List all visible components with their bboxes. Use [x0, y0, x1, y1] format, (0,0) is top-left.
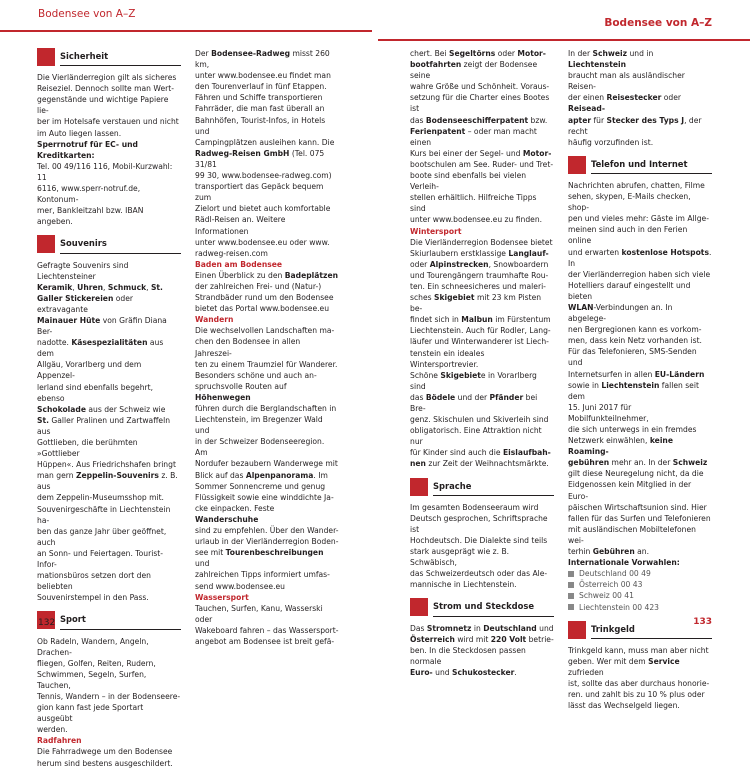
- text-line: unter www.bodensee.eu oder www.: [195, 237, 330, 247]
- text-line: stellen erhältlich. Hilfreiche Tipps sind: [410, 193, 537, 214]
- text-line: Liechtenstein, im Bregenzer Wald und: [195, 415, 323, 436]
- section-body-strom-part1: [410, 623, 554, 678]
- text-line: angebot am Bodensee ist breit gefä-: [195, 636, 335, 646]
- text-line: Für das Telefonieren, SMS-Senden und: [568, 347, 697, 368]
- text-line: Österreich wird mit 220 Volt betrie-: [410, 634, 554, 644]
- section-body-sicherheit: [37, 72, 181, 227]
- text-line: WLAN-Verbindungen an. In abgelege-: [568, 302, 673, 324]
- text-line: oder Alpinstrecken, Snowboardern: [410, 259, 549, 269]
- running-header-right: Bodensee von A–Z: [604, 17, 712, 29]
- text-line: ren. und zahlt bis zu 10 % plus oder: [568, 690, 705, 700]
- text-line: Nordufer bezaubern Wanderwege mit: [195, 459, 338, 469]
- text-line: gilt diese Neuregelung nicht, da die: [568, 469, 704, 479]
- text-line: gion kann fast jede Sportart ausgeübt: [37, 703, 144, 724]
- text-line: führen durch die Berglandschaften in: [195, 404, 337, 413]
- text-line: sind zu empfehlen. Über den Wander-: [195, 526, 339, 536]
- vorwahlen-list: [568, 568, 712, 612]
- text-line: das Schweizerdeutsch oder das Ale-: [410, 569, 548, 579]
- section-body-radfahren-part1: [37, 746, 181, 768]
- red-square-icon: [410, 598, 428, 616]
- text-line: tenstein ein ideales Wintersportrevier.: [410, 348, 485, 369]
- section-body-wintersport: [410, 237, 554, 470]
- section-body-souvenirs: [37, 260, 181, 604]
- text-line: gegenstände und wichtige Papiere lie-: [37, 95, 169, 116]
- vorwahlen-title: Internationale Vorwahlen:: [568, 558, 680, 568]
- text-line: werden.: [37, 725, 68, 735]
- list-item: Liechtenstein 00 423: [568, 602, 712, 613]
- text-line: für Kinder sind auch die Eislaufbah-: [410, 448, 551, 458]
- section-body-trinkgeld: [568, 645, 712, 712]
- section-heading-sprache: Sprache: [410, 478, 554, 496]
- text-line: herum sind bestens ausgeschildert.: [37, 758, 173, 768]
- text-line: geben. Wer mit dem Service zufrieden: [568, 656, 680, 677]
- header-rule-right: [378, 39, 750, 41]
- text-line: Die Vierländerregion Bodensee bietet: [410, 237, 553, 247]
- text-line: Euro- und Schukostecker.: [410, 667, 517, 677]
- text-line: Rädl-Reisen an. Weitere Informationen: [195, 215, 286, 236]
- text-line: Schokolade aus der Schweiz wie: [37, 404, 166, 414]
- text-line: wahre Größe und Schönheit. Voraus-: [410, 82, 550, 92]
- text-line: Ob Radeln, Wandern, Angeln, Drachen-: [37, 636, 149, 657]
- text-line: setzung für die Charter eines Bootes ist: [410, 93, 550, 114]
- text-line: Die Fahrradwege um den Bodensee: [37, 747, 173, 757]
- column-2: [195, 48, 339, 647]
- text-line: chert. Bei Segeltörns oder Motor-: [410, 49, 546, 58]
- text-line: Kurs bei einer der Segel- und Motor-: [410, 148, 552, 158]
- text-line: ber im Hotelsafe verstauen und nicht: [37, 117, 179, 127]
- text-line: fallen für das Surfen und Telefonieren: [568, 513, 711, 523]
- text-line: apter für Stecker des Typs J, der recht: [568, 115, 702, 136]
- text-line: braucht man als ausländischer Reisen-: [568, 71, 685, 92]
- text-line: Hüppen«. Aus Friedrichshafen bringt: [37, 460, 176, 470]
- text-line: Campingplätzen ausleihen kann. Die: [195, 137, 335, 147]
- text-line: chen den Bodensee in allen Jahreszei-: [195, 337, 301, 358]
- text-line: mannische in Liechtenstein.: [410, 580, 517, 590]
- section-heading-trinkgeld: Trinkgeld: [568, 621, 712, 639]
- text-line: in der Schweizer Bodenseeregion. Am: [195, 437, 325, 458]
- text-line: 15. Juni 2017 für Mobilfunkteilnehmer,: [568, 402, 649, 423]
- text-line: see mit Tourenbeschreibungen und: [195, 548, 324, 569]
- text-line: Im gesamten Bodenseeraum wird: [410, 502, 539, 512]
- text-line: im Auto liegen lassen.: [37, 128, 122, 138]
- text-line: der einen Reisestecker oder Reisead-: [568, 93, 682, 114]
- text-line: cke einpacken. Feste Wanderschuhe: [195, 503, 275, 524]
- text-line: häufig vorzufinden ist.: [568, 137, 654, 147]
- section-body-sprache: [410, 502, 554, 591]
- list-item: Deutschland 00 49: [568, 568, 712, 579]
- text-line: obligatorisch. Eine Attraktion nicht nur: [410, 426, 542, 447]
- section-body-wassersport-part2: [410, 48, 554, 226]
- text-line: Die wechselvollen Landschaften ma-: [195, 326, 335, 336]
- text-line: 99 30, www.bodensee-radweg.com): [195, 171, 332, 181]
- text-line: Wakeboard fahren – das Wassersport-: [195, 625, 339, 635]
- text-line: 6116, www.sperr-notruf.de, Kontonum-: [37, 184, 141, 205]
- red-square-icon: [568, 621, 586, 639]
- text-line: St. Galler Pralinen und Zartwaffeln aus: [37, 415, 171, 436]
- text-line: unter www.bodensee.eu findet man: [195, 71, 331, 81]
- text-line: Ferienpatent – oder man macht einen: [410, 126, 537, 147]
- text-line: Mainauer Hüte von Gräfin Diana Ber-: [37, 315, 167, 337]
- text-line: Liechtenstein. Auch für Rodler, Lang-: [410, 326, 551, 336]
- subheading-wandern: Wandern: [195, 315, 234, 325]
- text-line: Hochdeutsch. Die Dialekte sind teils: [410, 535, 548, 545]
- text-line: Das Stromnetz in Deutschland und: [410, 623, 554, 633]
- section-body-telefon: [568, 180, 712, 557]
- subheading-wassersport: Wassersport: [195, 592, 249, 602]
- text-line: Deutsch gesprochen, Schriftsprache ist: [410, 513, 548, 534]
- text-line: ten. Ein schneesicheres und maleri-: [410, 281, 546, 291]
- column-1: [37, 48, 181, 769]
- red-square-icon: [37, 235, 55, 253]
- section-body-wassersport-part1: [195, 603, 339, 647]
- text-line: Galler Stickereien oder extravagante: [37, 293, 134, 314]
- text-line: Bahnhöfen, Tourist-Infos, in Hotels und: [195, 115, 326, 136]
- text-line: sches Skigebiet mit 23 km Pisten be-: [410, 293, 542, 314]
- text-line: bietet das Portal www.bodensee.eu: [195, 304, 330, 314]
- list-item: Österreich 00 43: [568, 579, 712, 590]
- text-line: stark ausgeprägt wie z. B. Schwäbisch,: [410, 547, 510, 568]
- text-line: Eidgenossen kein Mitglied in der Euro-: [568, 480, 692, 501]
- text-line: Gottlieben, die berühmten »Gottlieber: [37, 438, 138, 459]
- section-body-strom-part2: [568, 48, 712, 148]
- text-line: Allgäu, Vorarlberg und dem Appenzel-: [37, 360, 142, 381]
- text-line: nadotte. Käsespezialitäten aus dem: [37, 338, 164, 359]
- text-line: ist, sollte das aber durchaus honorie-: [568, 678, 710, 688]
- text-line: an Sonn- und Feiertagen. Tourist-Infor-: [37, 548, 163, 570]
- text-line: Gefragte Souvenirs sind Liechtensteiner: [37, 260, 129, 281]
- text-line: dem Zeppelin-Museumsshop mit.: [37, 493, 164, 503]
- section-body-radfahren-part2: [195, 48, 339, 259]
- text-line: Besonders schöne und auch an-: [195, 370, 317, 380]
- text-line: genz. Skischulen und Skiverleih sind: [410, 415, 549, 425]
- text-line: Internetsurfen in allen EU-Ländern: [568, 369, 705, 379]
- text-line: Radweg-Reisen GmbH (Tel. 075 31/81: [195, 148, 325, 169]
- red-square-icon: [568, 156, 586, 174]
- text-line: Tauchen, Surfen, Kanu, Wasserski oder: [195, 603, 323, 624]
- text-line: Strandbäder rund um den Bodensee: [195, 293, 334, 303]
- text-line: mit ausländischen Mobiltelefonen wei-: [568, 524, 696, 545]
- text-line: gebühren mehr an. In der Schweiz: [568, 458, 708, 468]
- text-line: man gern Zeppelin-Souvenirs z. B. aus: [37, 471, 178, 492]
- bullet-square-icon: [568, 571, 574, 577]
- running-header-left: Bodensee von A–Z: [38, 8, 136, 20]
- subheading-radfahren: Radfahren: [37, 736, 82, 746]
- text-line: transportiert das Gepäck bequem zum: [195, 182, 324, 203]
- text-line: Schwimmen, Segeln, Surfen, Tauchen,: [37, 669, 147, 690]
- column-4: [568, 48, 712, 711]
- text-line: Keramik, Uhren, Schmuck, St.: [37, 282, 163, 292]
- text-line: pen und vieles mehr: Gäste im Allge-: [568, 214, 709, 224]
- text-line: die sich unterwegs in ein fremdes: [568, 425, 697, 434]
- text-line: mer, Bankleitzahl bzw. IBAN angeben.: [37, 206, 144, 227]
- text-line: ten zu einem Traumziel für Wanderer.: [195, 359, 338, 369]
- text-line: lässt das Wechselgeld liegen.: [568, 701, 680, 711]
- text-line: Hotelliers darauf eingestellt und bieten: [568, 280, 691, 301]
- text-line: nen zur Zeit der Weihnachtsmärkte.: [410, 459, 549, 469]
- text-line: fliegen, Golfen, Reiten, Rudern,: [37, 658, 156, 668]
- list-item: Schweiz 00 41: [568, 590, 712, 601]
- text-line: Fähren und Schiffe transportieren: [195, 93, 323, 103]
- text-line: Flüssigkeit sowie eine winddichte Ja-: [195, 492, 334, 502]
- text-line: und erwarten kostenlose Hotspots. In: [568, 247, 712, 268]
- text-line: Trinkgeld kann, muss man aber nicht: [568, 645, 709, 655]
- text-line: mationsbüros setzen dort den beliebten: [37, 571, 151, 592]
- text-line: sehen, skypen, E-Mails checken, shop-: [568, 192, 691, 213]
- text-line: der zahlreichen Frei- und (Natur-): [195, 281, 322, 291]
- subheading-wintersport: Wintersport: [410, 226, 462, 236]
- page-number-right: 133: [693, 617, 712, 627]
- section-heading-strom: Strom und Steckdose: [410, 598, 554, 616]
- text-line: meinen sind auch in den Ferien online: [568, 225, 688, 246]
- text-line: Einen Überblick zu den Badeplätzen: [195, 270, 339, 280]
- text-line: ben das ganze Jahr über geöffnet, auch: [37, 526, 167, 547]
- text-line: lerland sind ebenfalls begehrt, ebenso: [37, 382, 154, 403]
- text-line: Die Vierländerregion gilt als sicheres: [37, 73, 177, 83]
- subheading-baden: Baden am Bodensee: [195, 259, 283, 269]
- text-line: radweg-reisen.com: [195, 248, 268, 258]
- text-line: In der Schweiz und in Liechtenstein: [568, 49, 654, 70]
- text-line: bootschulen am See. Ruder- und Tret-: [410, 159, 554, 169]
- text-line: ben. In die Steckdosen passen normale: [410, 645, 526, 666]
- text-line: Sperrnotruf für EC- und Kreditkarten:: [37, 139, 138, 160]
- text-line: terhin Gebühren an.: [568, 547, 650, 557]
- text-line: Reiseziel. Dennoch sollte man Wert-: [37, 84, 174, 94]
- text-line: der Vierländerregion haben sich viele: [568, 269, 711, 279]
- text-line: nen Bergregionen kann es vorkom-: [568, 325, 702, 335]
- section-heading-telefon: Telefon und Internet: [568, 156, 712, 174]
- red-square-icon: [37, 48, 55, 66]
- column-3: [410, 48, 554, 678]
- section-body-sport: [37, 636, 181, 736]
- bullet-square-icon: [568, 582, 574, 588]
- text-line: men, dass kein Netz vorhanden ist.: [568, 336, 702, 346]
- text-line: Zielort und bietet auch komfortable: [195, 204, 331, 214]
- text-line: Tennis, Wandern – in der Bodenseere-: [37, 691, 181, 701]
- text-line: urlaub in der Vierländerregion Boden-: [195, 537, 339, 547]
- text-line: das Bödele und der Pfänder bei Bre-: [410, 392, 538, 413]
- text-line: das Bodenseeschifferpatent bzw.: [410, 115, 548, 125]
- text-line: und Tourengängern traumhafte Rou-: [410, 270, 549, 280]
- section-heading-sport: Sport: [37, 611, 181, 629]
- text-line: päischen Wirtschaftsunion sind. Hier: [568, 502, 707, 512]
- text-line: sowie in Liechtenstein fallen seit dem: [568, 380, 699, 401]
- section-body-baden: [195, 270, 339, 314]
- text-line: Souvenirstempel in den Pass.: [37, 593, 149, 603]
- section-heading-sicherheit: Sicherheit: [37, 48, 181, 66]
- text-line: Der Bodensee-Radweg misst 260 km,: [195, 49, 330, 70]
- text-line: boote sind ebenfalls bei vielen Verleih-: [410, 171, 527, 192]
- section-heading-souvenirs: Souvenirs: [37, 235, 181, 253]
- text-line: zahlreichen Tipps informiert umfas-: [195, 570, 330, 580]
- red-square-icon: [410, 478, 428, 496]
- bullet-square-icon: [568, 604, 574, 610]
- text-line: findet sich in Malbun im Fürstentum: [410, 315, 551, 325]
- page-number-left: 132: [38, 618, 56, 628]
- text-line: Fahrräder, die man fast überall an: [195, 104, 325, 114]
- text-line: läufer und Winterwanderer ist Liech-: [410, 337, 549, 347]
- bullet-square-icon: [568, 593, 574, 599]
- text-line: Tel. 00 49/116 116, Mobil-Kurzwahl: 11: [37, 161, 173, 182]
- text-line: send www.bodensee.eu: [195, 581, 285, 591]
- text-line: bootfahrten zeigt der Bodensee seine: [410, 60, 538, 81]
- section-body-wandern: [195, 325, 339, 591]
- text-line: Blick auf das Alpenpanorama. Im: [195, 470, 328, 480]
- text-line: Skiurlaubern erstklassige Langlauf-: [410, 248, 549, 258]
- text-line: Nachrichten abrufen, chatten, Filme: [568, 180, 705, 190]
- text-line: unter www.bodensee.eu zu finden.: [410, 215, 543, 225]
- text-line: spruchsvolle Routen auf Höhenwegen: [195, 381, 287, 402]
- text-line: Schöne Skigebiete in Vorarlberg sind: [410, 370, 537, 391]
- text-line: Sommer Sonnencreme und genug: [195, 481, 326, 491]
- text-line: den Tourenverlauf in fünf Etappen.: [195, 82, 327, 92]
- text-line: Netzwerk einwählen, keine Roaming-: [568, 436, 673, 457]
- text-line: Souvenirgeschäfte in Liechtenstein ha-: [37, 504, 171, 525]
- header-rule-left: [0, 30, 372, 32]
